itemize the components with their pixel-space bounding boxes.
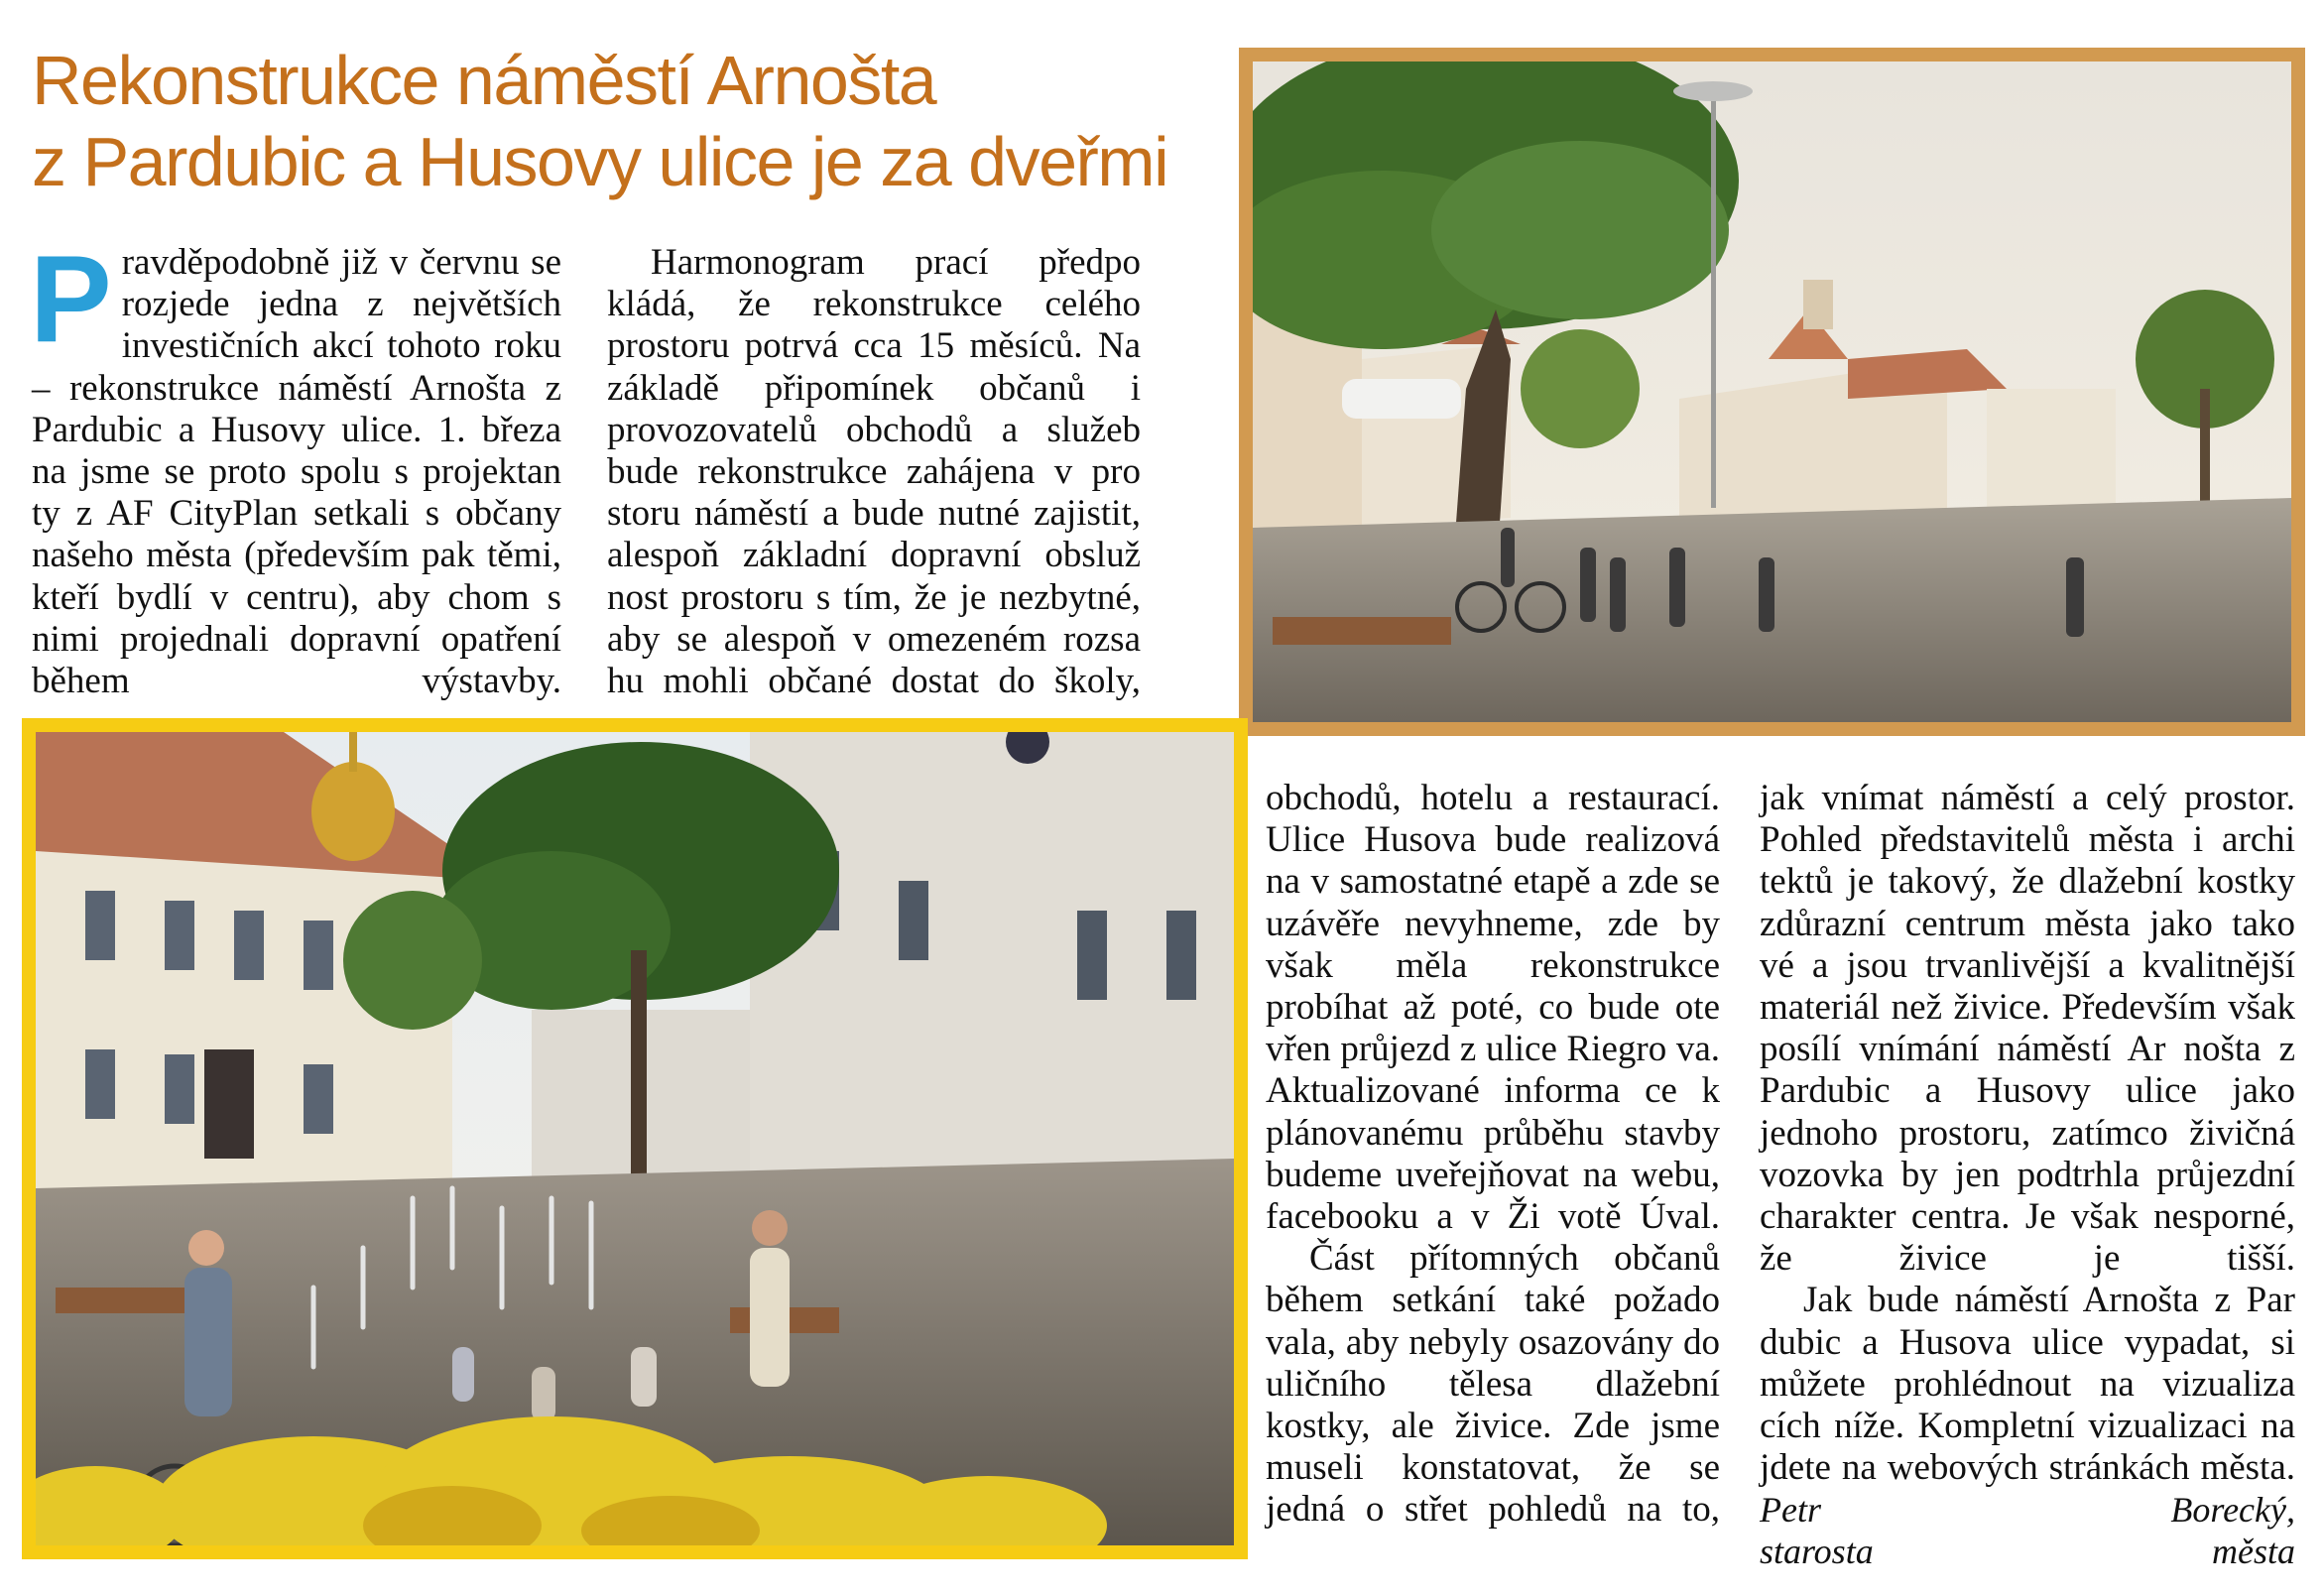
text-line: jedná o střet pohledů na to, (1266, 1489, 1720, 1531)
article-column-3 (1266, 778, 1720, 1532)
text-line: alespoň základní dopravní obsluž (607, 535, 1141, 576)
text-line: storu náměstí a bude nutné zajistit, (607, 493, 1141, 535)
text-line: se rozjede jedna z největších (121, 242, 561, 325)
text-line: jako jednoho prostoru, zatímco (1760, 1070, 2295, 1154)
text-line: se uzávěře nevyhneme, zde (1266, 861, 1720, 944)
text-line: chom s nimi projednali dopravní (32, 576, 561, 660)
text-line: vřen průjezd z ulice Riegro (1266, 1029, 1667, 1070)
article-column-4 (1760, 778, 2295, 1572)
text-line: můžete prohlédnout na vizualiza (1760, 1363, 2295, 1405)
text-line: tektů je takový, že dlažební kostky (1760, 861, 2295, 903)
text-line: z Pardubic a Husovy ulice. 1. březa (32, 367, 561, 450)
text-line: cích níže. Kompletní vizualizaci na (1760, 1406, 2295, 1447)
article-headline (32, 40, 1222, 202)
article-column-1 (30, 231, 561, 702)
text-line: bude rekonstrukce zahájena v pro (607, 451, 1141, 493)
text-line: museli konstatovat, že se (1266, 1447, 1720, 1489)
article-column-2 (607, 242, 1141, 702)
column-2-text (607, 242, 1141, 702)
text-line: na jsme se proto spolu s projektan (32, 451, 561, 493)
square-visualization-photo-1 (1239, 48, 2305, 736)
text-line: Na základě připomínek občanů (607, 325, 1141, 409)
text-line: Harmonogram prací předpo (651, 242, 1141, 283)
text-line: jdete na webových stránkách města. (1760, 1447, 2295, 1489)
text-line: ravděpodobně již v červnu (121, 242, 532, 283)
text-line: opatření během výstavby. (32, 618, 561, 702)
author-role: starosta města (1760, 1532, 2295, 1572)
column-4-paragraph-2 (1760, 1280, 2295, 1489)
column-3-paragraph-1 (1266, 778, 1720, 1238)
text-line: Část přítomných občanů (1309, 1238, 1720, 1280)
text-line: dubic a Husova ulice vypadat, si (1760, 1321, 2295, 1363)
text-line: do uličního tělesa dlažební (1266, 1321, 1720, 1405)
text-line: i provozovatelů obchodů a služeb (607, 367, 1141, 450)
text-line: votě Úval. (1557, 1196, 1720, 1238)
text-line: – rekonstrukce náměstí Arnošta (32, 367, 546, 409)
text-line: va. Aktualizované informa (1266, 1029, 1721, 1112)
text-line: těmi, kteří bydlí v centru), aby (32, 535, 561, 618)
column-4-paragraph-1 (1760, 778, 2295, 1280)
text-line: průjezdní charakter centra. Je však (1760, 1154, 2295, 1238)
text-line: ce k plánovanému průběhu (1266, 1070, 1720, 1154)
text-line: Pohled představitelů města i archi (1760, 819, 2295, 861)
text-line: na webu, facebooku a v Ži (1266, 1154, 1720, 1238)
text-line: živičná vozovka by jen podtrhla (1760, 1112, 2295, 1195)
text-line: hu mohli občané dostat do školy, (607, 661, 1141, 702)
text-line: stavby budeme uveřejňovat (1266, 1112, 1720, 1195)
text-line: ty z AF CityPlan setkali s občany (32, 493, 561, 535)
text-line: vala, aby nebyly osazovány (1266, 1321, 1683, 1363)
text-line: obchodů, hotelu a restaurací. (1266, 778, 1720, 818)
text-line: však posílí vnímání náměstí Ar (1760, 987, 2295, 1070)
text-line: Ulice Husova bude realizová (1266, 819, 1720, 861)
text-line: vé a jsou trvanlivější a kvalitnější (1760, 944, 2295, 986)
text-line: by však měla rekonstrukce (1266, 903, 1720, 986)
text-line: jak vnímat náměstí a celý prostor. (1760, 778, 2295, 818)
headline-line-2: z Pardubic a Husovy ulice je za dveřmi (32, 123, 1168, 200)
text-line: našeho města (především pak (32, 535, 487, 576)
square-visualization-photo-2 (22, 718, 1248, 1559)
drop-cap: P (30, 231, 112, 368)
text-line: materiál než živice. Především (1760, 987, 2229, 1029)
square-visualization-image (1253, 61, 2291, 722)
author-name: Petr Borecký, (1760, 1490, 2295, 1531)
text-line: nost prostoru s tím, že je nezbytné, (607, 576, 1141, 618)
text-line: během setkání také požado (1266, 1280, 1720, 1321)
text-line: Jak bude náměstí Arnošta z Par (1803, 1280, 2295, 1321)
text-line: probíhat až poté, co bude ote (1266, 987, 1720, 1029)
text-line: nošta z Pardubic a Husovy ulice (1760, 1029, 2295, 1112)
text-line: kostky, ale živice. Zde jsme (1266, 1406, 1720, 1447)
text-line: investičních akcí tohoto roku (121, 325, 561, 367)
text-line: zdůrazní centrum města jako tako (1760, 903, 2295, 944)
headline-line-1: Rekonstrukce náměstí Arnošta (32, 42, 936, 119)
text-line: kládá, že rekonstrukce celého (607, 284, 1141, 325)
text-line: prostoru potrvá cca 15 měsíců. (607, 325, 1098, 367)
column-3-paragraph-2 (1266, 1238, 1720, 1531)
fountain-square-image (36, 732, 1234, 1545)
text-line: na v samostatné etapě a zde (1266, 861, 1690, 903)
text-line: nesporné, že živice je tišší. (1760, 1196, 2295, 1280)
text-line: aby se alespoň v omezeném rozsa (607, 618, 1141, 660)
